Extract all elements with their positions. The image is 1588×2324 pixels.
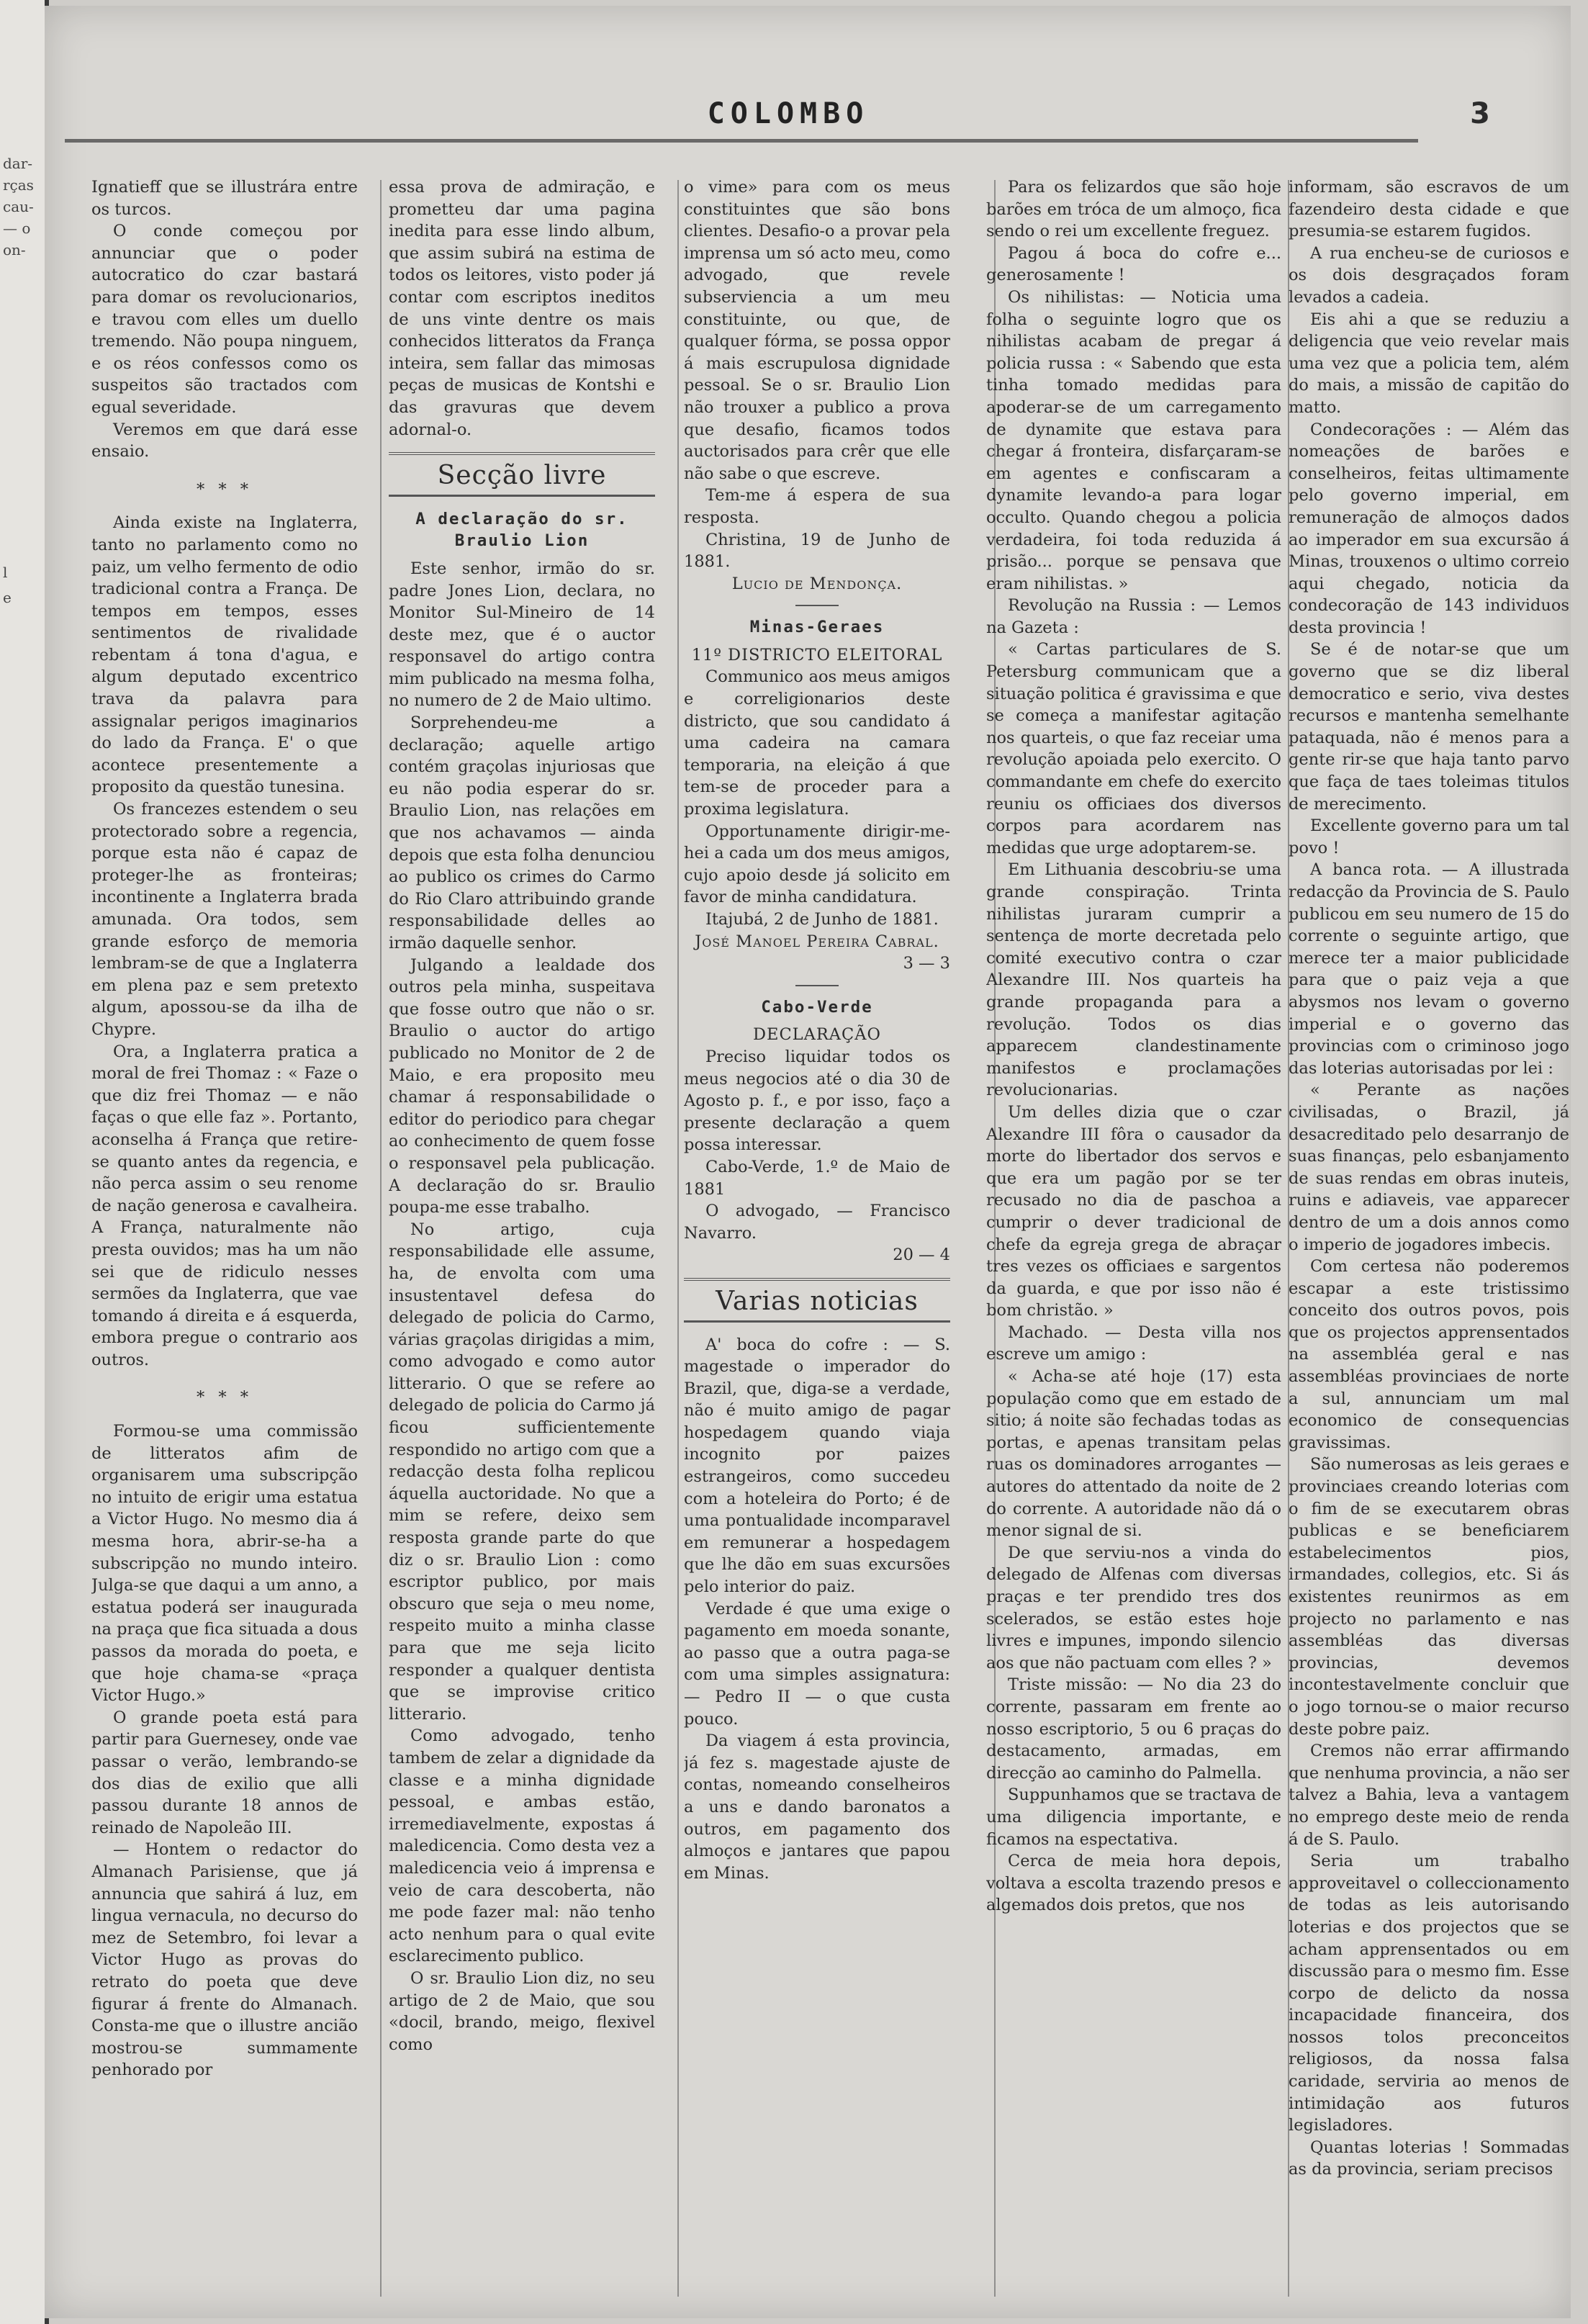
paragraph: Machado. — Desta villa nos escreve um amigo : (986, 1323, 1281, 1364)
paragraph: « Perante as nações civilisadas, o Brazil, já desacreditado pelo desarranjo de suas finanças, pelo esbanjamento de suas rendas em obras inuteis, ruins e adiaveis, vae apparecer dentro de um a dois annos como o imperio de jogadores imbecis. (1289, 1081, 1569, 1254)
paragraph: Se é de notar-se que um governo que se diz liberal democratico e serio, viva destes recursos e mantenha semelhante pataquada, não é menos para a gente rir-se que haja tanto parvo que faça de taes toleimas titulos de merecimento. (1289, 640, 1569, 814)
paragraph: « Acha-se até hoje (17) esta população como que em estado de sitio; á noite são fechadas todas as portas, e apenas transitam pelas ruas os dominadores arrogantes — autores do attentado da noite de 2 do corrente. A autoridade não dá o menor signal de si. (986, 1367, 1281, 1541)
section-heading: Secção livre (389, 452, 655, 497)
paragraph: Com certesa não poderemos escapar a este tristissimo conceito dos outros povos, pois que os projectos apprensentados na assembléa geral e nas assembléas provinciaes de norte a sul, annunciam um mal economico de consequencias gravissimas. (1289, 1257, 1569, 1452)
paragraph: Opportunamente dirigir-me-hei a cada um dos meus amigos, cujo apoio desde já solicito em favor de minha candidatura. (684, 821, 950, 907)
paragraph: Em Lithuania descobriu-se uma grande conspiração. Trinta nihilistas juraram cumprir a sentença de morte decretada pelo comité executivo contra o czar Alexandre III. Nos quarteis ha grande propaganda para a revolução. Todos os dias apparecem clandestinamente manifestos e proclamações revolucionarias. (986, 860, 1281, 1100)
header-rule (65, 139, 1418, 143)
paragraph: Ignatieff que se illustrára entre os turcos. (91, 178, 358, 219)
signature: Lucio de Mendonça. (731, 574, 903, 593)
strip-fragment: cau- (3, 198, 34, 215)
article-heading: Cabo-Verde (761, 997, 873, 1017)
paragraph: De que serviu-nos a vinda do delegado de Alfenas com diversas praças e ter prendido tres dos scelerados, se estão estes hoje livres e impunes, impondo silencio aos que não pactuam com elles ? » (986, 1543, 1281, 1672)
centered-line: 11º DISTRICTO ELEITORAL (691, 645, 943, 665)
paragraph: O grande poeta está para partir para Guernesey, onde vae passar o verão, lembrando-se dos dias de exilio que alli passou durante 18 annos de reinado de Napoleão III. (91, 1708, 358, 1837)
article-heading: A declaração do sr. Braulio Lion (415, 509, 628, 551)
paragraph: Excellente governo para um tal povo ! (1289, 816, 1569, 857)
paragraph: No artigo, cuja responsabilidade elle assume, ha, de envolta com uma insustentavel defesa do delegado de policia do Carmo, várias graçolas dirigidas a mim, como advogado e como autor litterario. O que se refere ao delegado de policia do Carmo já ficou sufficientemente respondido no artigo com que a redacção desta folha replicou áquella auctoridade. No que a mim se refere, deixo sem resposta grande parte do que diz o sr. Braulio Lion : como escriptor publico, por mais obscuro que seja o meu nome, respeito muito a minha classe para que me seja licito responder a qualquer dentista que se improvise critico litterario. (389, 1220, 655, 1724)
column-5 (1289, 176, 1569, 2300)
article-heading: Minas-Geraes (749, 618, 885, 637)
paragraph: Sorprehendeu-me a declaração; aquelle artigo contém graçolas injuriosas que eu não podia esperar do sr. Braulio Lion, nas relações em que nos achavamos — ainda depois que esta folha denunciou ao publico os crimes do Carmo do Rio Claro attribuindo grande responsabilidade delles ao irmão daquelle senhor. (389, 713, 655, 952)
paragraph: A rua encheu-se de curiosos e os dois desgraçados foram levados a cadeia. (1289, 243, 1569, 307)
column-divider (677, 180, 679, 2297)
paragraph: Triste missão: — No dia 23 do corrente, passaram em frente ao nosso escriptorio, 5 ou 6 praças do destacamento, armadas, em direcção ao caminho do Palmella. (986, 1675, 1281, 1783)
strip-fragment: — o (3, 220, 31, 237)
column-1 (91, 176, 358, 2300)
paragraph: São numerosas as leis geraes e provinciaes creando loterias com o fim de se executarem obras publicas e se beneficiarem estabelecimentos pios, irmandades, collegios, etc. Si ás existentes reunirmos as em projecto no parlamento e nas assembléas das diversas provincias, devemos incontestavelmente concluir que o jogo tornou-se o maior recurso deste pobre paiz. (1289, 1455, 1569, 1739)
strip-fragment: e (3, 589, 12, 606)
paragraph: Os nihilistas: — Noticia uma folha o seguinte logro que os nihilistas acabam de pregar á policia russa : « Sabendo que esta tinha tomado medidas para apoderar-se de um carregamento de dynamite que estava para chegar á fronteira, disfarçaram-se em agentes e confiscaram a dynamite levando-a para logar occulto. Quando chegou a policia verdadeira, foi toda reduzida á prisão... porque se pensava que eram nihilistas. » (986, 287, 1281, 593)
centered-line: DECLARAÇÃO (753, 1025, 881, 1045)
paragraph: O advogado, — Francisco Navarro. (684, 1202, 950, 1243)
paragraph: Preciso liquidar todos os meus negocios até o dia 30 de Agosto p. f., e por isso, faço a presente declaração a quem possa interessar. (684, 1047, 950, 1155)
paragraph: Verdade é que uma exige o pagamento em moeda sonante, ao passo que a outra paga-se com uma simples assignatura: — Pedro II — o que custa pouco. (684, 1599, 950, 1729)
paragraph: Formou-se uma commissão de litteratos afim de organisarem uma subscripção no intuito de erigir uma estatua a Victor Hugo. No mesmo dia á mesma hora, abrir-se-ha a subscripção no mundo inteiro. Julga-se que daqui a um anno, a estatua poderá ser inaugurada na praça que fica situada a dous passos da morada do poeta, e que hoje chama-se «praça Victor Hugo.» (91, 1422, 358, 1706)
strip-fragment: dar- (3, 155, 33, 172)
paragraph: Ainda existe na Inglaterra, tanto no parlamento como no paiz, um velho fermento de odio tradicional contra a França. De tempos em tempos, esses sentimentos de rivalidade rebentam á tona d'agua, e algum deputado excentrico trava da palavra para assignalar perigos imaginarios do lado da França. E' o que acontece presentemente a proposito da questão tunesina. (91, 513, 358, 797)
paragraph: Julgando a lealdade dos outros pela minha, suspeitava que fosse outro que não o sr. Braulio o auctor do artigo publicado no Monitor de 2 de Maio, e era proposito meu chamar á responsabilidade o editor do periodico para chegar ao conhecimento de quem fosse o responsavel pela publicação. A declaração do sr. Braulio poupa-me esse trabalho. (389, 955, 655, 1217)
paragraph: Itajubá, 2 de Junho de 1881. (705, 910, 939, 929)
paragraph: Revolução na Russia : — Lemos na Gazeta : (986, 596, 1281, 637)
paragraph: Como advogado, tenho tambem de zelar a dignidade da classe e a minha dignidade pessoal, e ambas estão, irremediavelmente, expostas á maledicencia. Como desta vez a maledicencia veio á imprensa e veio de cara descoberta, não me pode fazer mal: não tenho acto nenhum para o qual evite esclarecimento publico. (389, 1726, 655, 1966)
notice-count: 3 — 3 (903, 954, 950, 973)
paragraph: — Hontem o redactor do Almanach Parisiense, que já annuncia que sahirá á luz, em lingua vernacula, no decurso do mez de Setembro, foi levar a Victor Hugo as provas do retrato do poeta que deve figurar á frente do Almanach. Consta-me que o illustre ancião mostrou-se summamente penhorado por (91, 1840, 358, 2080)
short-rule (795, 605, 839, 606)
paragraph: Os francezes estendem o seu protectorado sobre a regencia, porque esta não é capaz de proteger-lhe as fronteiras; incontinente a Inglaterra brada amunada. Ora todos, sem grande esforço de memoria lembram-se de que a Inglaterra em plena paz e sem pretexto algum, apossou-se da ilha de Chypre. (91, 800, 358, 1039)
page-header (65, 97, 1512, 148)
notice-count: 20 — 4 (893, 1246, 950, 1265)
paragraph: A banca rota. — A illustrada redacção da Provincia de S. Paulo publicou em seu numero de 15 do corrente o seguinte artigo, que merece ter a maior publicidade para que o paiz veja a que abysmos nos levam o governo imperial e o governo das provincias com o criminoso jogo das loterias autorisadas por lei : (1289, 860, 1569, 1078)
paragraph: « Cartas particulares de S. Petersburg communicam que a situação politica é gravissima e que se começa a manifestar agitação nos quarteis, o que faz receiar uma revolução apoiada pelo exercito. O commandante em chefe do exercito reuniu os officiaes dos diversos corpos para acordarem nas medidas que urge adoptarem-se. (986, 640, 1281, 857)
strip-fragment: rças (3, 176, 34, 194)
adjacent-page-strip (0, 0, 49, 2324)
column-2 (389, 176, 655, 2300)
paragraph: Christina, 19 de Junho de 1881. (684, 530, 950, 572)
paragraph: Pagou á boca do cofre e... generosamente ! (986, 243, 1281, 285)
paragraph: O conde começou por annunciar que o poder autocratico do czar bastará para domar os revolucionarios, e travou com elles um duello tremendo. Não poupa ninguem, e os réos confessos como os suspeitos são tractados com egual severidade. (91, 222, 358, 417)
column-divider (380, 180, 382, 2297)
paragraph: A' boca do cofre : — S. magestade o imperador do Brazil, que, diga-se a verdade, não é muito amigo de pagar hospedagem quando viaja incognito por paizes estrangeiros, como succedeu com a hoteleira do Porto; é de uma pontualidade incomparavel em remunerar a hospedagem que lhe dão em suas excursões pelo interior do paiz. (684, 1335, 950, 1597)
paragraph: Cabo-Verde, 1.º de Maio de 1881 (684, 1157, 950, 1199)
section-heading: Varias noticias (684, 1278, 950, 1323)
paragraph: Este senhor, irmão do sr. padre Jones Lion, declara, no Monitor Sul-Mineiro de 14 deste mez, que é o auctor responsavel do artigo contra mim publicado na mesma folha, no numero de 2 de Maio ultimo. (389, 559, 655, 711)
paragraph: Tem-me á espera de sua resposta. (684, 486, 950, 527)
asterism-divider: * * * (196, 1388, 253, 1408)
paragraph: Communico aos meus amigos e correligionarios deste districto, que sou candidato á uma cadeira na camara temporaria, na eleição á que tem-se de proceder para a proxima legislatura. (684, 667, 950, 819)
masthead: COLOMBO (707, 97, 870, 130)
paragraph: informam, são escravos de um fazendeiro desta cidade e que presumia-se estarem fugidos. (1289, 178, 1569, 241)
short-rule (795, 985, 839, 986)
paragraph: Cremos não errar affirmando que nenhuma provincia, a não ser talvez a Bahia, leva a vantagem no emprego deste meio de renda á de S. Paulo. (1289, 1742, 1569, 1849)
column-3 (684, 176, 950, 2300)
paragraph: Um delles dizia que o czar Alexandre III fôra o causador da morte do libertador dos servos e que era um pagão por se ter recusado no dia de paschoa a cumprir o dever tradicional de chefe da egreja grega de abraçar tres vezes os officiaes e sargentos da guarda, e que por isso não é bom christão. » (986, 1102, 1281, 1320)
signature: José Manoel Pereira Cabral. (695, 932, 939, 951)
asterism-divider: * * * (196, 479, 253, 499)
paragraph: Quantas loterias ! Sommadas as da provincia, seriam precisos (1289, 2138, 1569, 2179)
strip-fragment: l (3, 564, 8, 581)
paragraph: essa prova de admiração, e prometteu dar uma pagina inedita para esse lindo album, que assim subirá na estima de todos os leitores, visto poder já contar com escriptos ineditos de uns vinte dentre os mais conhecidos litteratos da França inteira, sem fallar das mimosas peças de musicas de Kontshi e das gravuras que devem adornal-o. (389, 178, 655, 439)
paragraph: Seria um trabalho approveitavel o colleccionamento de todas as leis autorisando loterias e dos projectos que se acham apprensentados ou em discussão para o mesmo fim. Esse corpo de delicto da nossa incapacidade financeira, dos nossos tolos preconceitos religiosos, da nossa falsa caridade, serviria ao menos de intimidação aos futuros legisladores. (1289, 1852, 1569, 2135)
paragraph: Suppunhamos que se tractava de uma diligencia importante, e ficamos na espectativa. (986, 1785, 1281, 1849)
paragraph: Eis ahi a que se reduziu a deligencia que veio revelar mais uma vez que a policia tem, além do mais, a missão de capitão do matto. (1289, 310, 1569, 417)
paragraph: Para os felizardos que são hoje barões em tróca de um almoço, fica sendo o rei um excellente freguez. (986, 178, 1281, 241)
strip-fragment: on- (3, 241, 26, 258)
paragraph: O sr. Braulio Lion diz, no seu artigo de 2 de Maio, que sou «docil, brando, meigo, flexivel como (389, 1968, 655, 2054)
paragraph: Da viagem á esta provincia, já fez s. magestade ajuste de contas, nomeando conselheiros a uns e dando baronatos a outros, em pagamento dos almoços e jantares que papou em Minas. (684, 1731, 950, 1883)
paragraph: Condecorações : — Além das nomeações de barões e conselheiros, feitas ultimamente pelo governo imperial, em remuneração de almoços dados ao imperador em sua excursão á Minas, trouxenos o ultimo correio aqui chegado, noticia da condecoração de 143 individuos desta provincia ! (1289, 420, 1569, 637)
page-number: 3 (1470, 97, 1490, 130)
column-4 (986, 176, 1281, 2300)
paragraph: Cerca de meia hora depois, voltava a escolta trazendo presos e algemados dois pretos, que nos (986, 1852, 1281, 1915)
paragraph: Veremos em que dará esse ensaio. (91, 420, 358, 461)
paragraph: Ora, a Inglaterra pratica a moral de frei Thomaz : « Faze o que diz frei Thomaz — e não faças o que elle faz ». Portanto, aconselha á França que retire-se quanto antes da regencia, e não perca assim o seu renome de nação generosa e cavalheira. A França, naturalmente não presta ouvidos; mas ha um não sei que de ridiculo nesses sermões da Inglaterra, que vae tomando á direita e á esquerda, embora pregue o contrario aos outros. (91, 1042, 358, 1369)
paragraph: o vime» para com os meus constituintes que são bons clientes. Desafio-o a provar pela imprensa um só acto meu, como advogado, que revele subserviencia a um meu constituinte, ou que, de qualquer fórma, se possa oppor á mais escrupulosa dignidade pessoal. Se o sr. Braulio Lion não trouxer a publico a prova que desafio, ficamos todos auctorisados para crêr que elle não sabe o que escreve. (684, 178, 950, 483)
